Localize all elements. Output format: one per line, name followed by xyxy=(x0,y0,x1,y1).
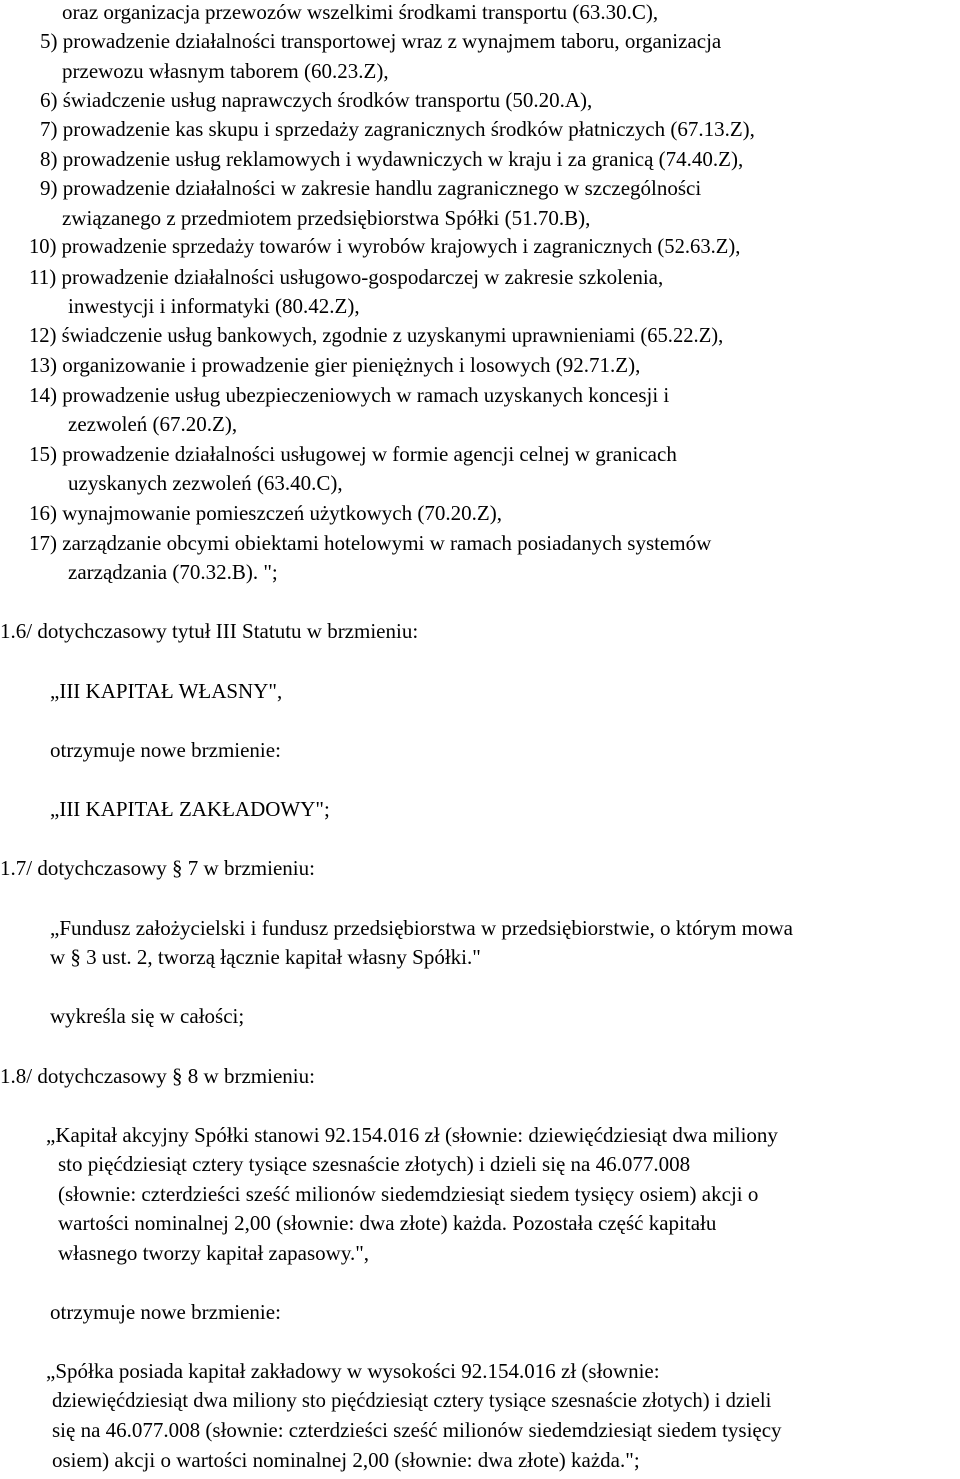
list-item-8: 8) prowadzenie usług reklamowych i wydawniczych w kraju i za granicą (74.40.Z), xyxy=(40,147,744,171)
section-heading-1-6: 1.6/ dotychczasowy tytuł III Statutu w brzmieniu: xyxy=(0,619,419,643)
quoted-old-text: „Fundusz założycielski i fundusz przedsiębiorstwa w przedsiębiorstwie, o którym mowa xyxy=(50,916,793,940)
quoted-old-text: wartości nominalnej 2,00 (słownie: dwa złote) każda. Pozostała część kapitału xyxy=(58,1211,717,1235)
list-line: zezwoleń (67.20.Z), xyxy=(68,412,238,436)
list-line: zarządzania (70.32.B). "; xyxy=(68,560,278,584)
list-item-12: 12) świadczenie usług bankowych, zgodnie z uzyskanymi uprawnieniami (65.22.Z), xyxy=(29,325,724,347)
quoted-new-text: „Spółka posiada kapitał zakładowy w wysokości 92.154.016 zł (słownie: xyxy=(46,1359,660,1383)
transition-text: otrzymuje nowe brzmienie: xyxy=(50,1300,281,1324)
list-item-14: 14) prowadzenie usług ubezpieczeniowych w ramach uzyskanych koncesji i xyxy=(29,383,670,407)
list-item-17: 17) zarządzanie obcymi obiektami hotelowymi w ramach posiadanych systemów xyxy=(29,531,712,555)
quoted-old-text: własnego tworzy kapitał zapasowy.", xyxy=(58,1241,370,1265)
quoted-old-text: sto pięćdziesiąt cztery tysiące szesnaście złotych) i dzieli się na 46.077.008 xyxy=(58,1152,691,1176)
list-item-16: 16) wynajmowanie pomieszczeń użytkowych (70.20.Z), xyxy=(29,501,502,525)
list-line: przewozu własnym taborem (60.23.Z), xyxy=(62,59,389,83)
list-item-6: 6) świadczenie usług naprawczych środków transportu (50.20.A), xyxy=(40,88,593,112)
list-item-15: 15) prowadzenie działalności usługowej w formie agencji celnej w granicach xyxy=(29,442,677,466)
transition-text: wykreśla się w całości; xyxy=(50,1004,245,1028)
list-item-13: 13) organizowanie i prowadzenie gier pieniężnych i losowych (92.71.Z), xyxy=(29,353,641,377)
quoted-new-text: się na 46.077.008 (słownie: czterdzieści sześć milionów siedemdziesiąt siedem tysięcy xyxy=(52,1418,782,1442)
list-line: oraz organizacja przewozów wszelkimi środkami transportu (63.30.C), xyxy=(62,0,659,24)
quoted-new-text: dziewięćdziesiąt dwa miliony sto pięćdziesiąt cztery tysiące szesnaście złotych) i dzieli xyxy=(52,1390,772,1412)
quoted-old-text: „III KAPITAŁ WŁASNY", xyxy=(50,679,283,703)
list-line: inwestycji i informatyki (80.42.Z), xyxy=(68,294,360,318)
quoted-new-text: osiem) akcji o wartości nominalnej 2,00 (słownie: dwa złote) każda."; xyxy=(52,1448,640,1472)
list-item-11: 11) prowadzenie działalności usługowo-gospodarczej w zakresie szkolenia, xyxy=(29,265,664,289)
list-line: uzyskanych zezwoleń (63.40.C), xyxy=(68,471,343,495)
quoted-old-text: w § 3 ust. 2, tworzą łącznie kapitał własny Spółki." xyxy=(50,945,481,969)
list-item-7: 7) prowadzenie kas skupu i sprzedaży zagranicznych środków płatniczych (67.13.Z), xyxy=(40,117,755,141)
list-line: związanego z przedmiotem przedsiębiorstwa Spółki (51.70.B), xyxy=(62,206,591,230)
list-item-9: 9) prowadzenie działalności w zakresie handlu zagranicznego w szczególności xyxy=(40,176,702,200)
list-item-10: 10) prowadzenie sprzedaży towarów i wyrobów krajowych i zagranicznych (52.63.Z), xyxy=(29,236,741,258)
quoted-old-text: „Kapitał akcyjny Spółki stanowi 92.154.016 zł (słownie: dziewięćdziesiąt dwa miliony xyxy=(46,1123,778,1147)
quoted-new-text: „III KAPITAŁ ZAKŁADOWY"; xyxy=(50,797,330,821)
transition-text: otrzymuje nowe brzmienie: xyxy=(50,738,281,762)
quoted-old-text: (słownie: czterdzieści sześć milionów siedemdziesiąt siedem tysięcy osiem) akcji o xyxy=(58,1182,759,1206)
section-heading-1-8: 1.8/ dotychczasowy § 8 w brzmieniu: xyxy=(0,1064,315,1088)
list-item-5: 5) prowadzenie działalności transportowej wraz z wynajmem taboru, organizacja xyxy=(40,29,722,53)
section-heading-1-7: 1.7/ dotychczasowy § 7 w brzmieniu: xyxy=(0,856,315,880)
